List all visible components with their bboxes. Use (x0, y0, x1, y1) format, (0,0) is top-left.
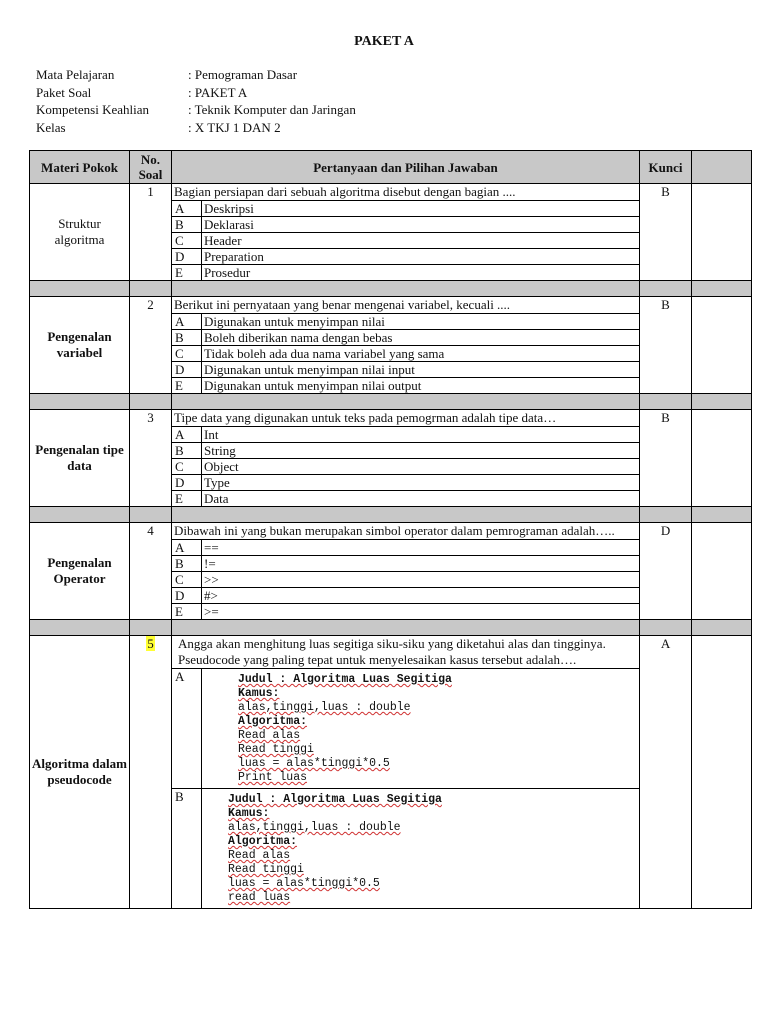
question-text: Dibawah ini yang bukan merupakan simbol operator dalam pemrograman adalah….. (172, 523, 640, 540)
page-title: PAKET A (354, 34, 414, 49)
question-text: Angga akan menghitung luas segitiga siku-siku yang diketahui alas dan tingginya. Pseudocode yang paling tepat untuk menyelesaikan kasus tersebut adalah…. (172, 636, 640, 669)
info-value: : X TKJ 1 DAN 2 (188, 119, 281, 135)
blank-cell (692, 410, 752, 507)
option-letter: B (172, 443, 202, 459)
option-letter: C (172, 572, 202, 588)
code-line: Judul : Algoritma Luas Segitiga (228, 793, 442, 806)
blank-cell (692, 636, 752, 909)
option-text: Deklarasi (202, 217, 640, 233)
question-row (30, 636, 752, 669)
option-letter: D (172, 362, 202, 378)
separator-cell (30, 620, 130, 636)
question-number (130, 410, 172, 507)
code-line: Read tinggi (238, 743, 314, 756)
separator-cell (172, 394, 640, 410)
separator-row (30, 394, 752, 410)
code-line: alas,tinggi,luas : double (228, 821, 401, 834)
option-letter: C (172, 459, 202, 475)
code-line: Print luas (238, 771, 308, 784)
separator-cell (640, 281, 692, 297)
header-pertanyaan: Pertanyaan dan Pilihan Jawaban (172, 151, 640, 184)
code-line: Kamus: (238, 687, 280, 700)
option-letter: A (172, 314, 202, 330)
blank-cell (692, 184, 752, 281)
separator-cell (640, 620, 692, 636)
option-letter: A (172, 540, 202, 556)
separator-row (30, 620, 752, 636)
option-text: String (202, 443, 640, 459)
separator-cell (130, 281, 172, 297)
question-text: Bagian persiapan dari sebuah algoritma disebut dengan bagian .... (172, 184, 640, 201)
option-text: Type (202, 475, 640, 491)
code-line: Read tinggi (228, 863, 304, 876)
option-text: Int (202, 427, 640, 443)
option-text: Digunakan untuk menyimpan nilai output (202, 378, 640, 394)
header-materi: Materi Pokok (30, 151, 130, 184)
option-letter: E (172, 491, 202, 507)
option-letter: B (172, 217, 202, 233)
separator-row (30, 281, 752, 297)
topic-cell: Pengenalan tipe data (30, 410, 130, 507)
option-text: Prosedur (202, 265, 640, 281)
option-letter: A (172, 427, 202, 443)
option-letter: D (172, 249, 202, 265)
option-text: == (202, 540, 640, 556)
code-line: read luas (228, 891, 291, 904)
separator-cell (172, 507, 640, 523)
question-number (130, 297, 172, 394)
option-letter: A (172, 669, 202, 789)
option-letter: D (172, 475, 202, 491)
info-value: : Pemograman Dasar (188, 67, 298, 82)
code-line: luas = alas*tinggi*0.5 (238, 757, 390, 770)
info-row (36, 101, 356, 119)
separator-cell (692, 507, 752, 523)
separator-cell (692, 620, 752, 636)
blank-cell (692, 523, 752, 620)
info-row (36, 84, 356, 102)
question-row (30, 297, 752, 314)
info-row (36, 119, 356, 137)
info-row (36, 66, 356, 84)
question-number-text: 5 (147, 636, 154, 651)
separator-cell (130, 394, 172, 410)
option-letter: B (172, 789, 202, 909)
pseudocode-block (228, 793, 639, 905)
topic-cell: Struktur algoritma (30, 184, 130, 281)
option-text: Boleh diberikan nama dengan bebas (202, 330, 640, 346)
answer-key: B (640, 297, 692, 394)
option-text: Data (202, 491, 640, 507)
question-number (130, 184, 172, 281)
separator-cell (30, 281, 130, 297)
separator-cell (692, 281, 752, 297)
option-text: >> (202, 572, 640, 588)
question-number-text: 4 (147, 523, 154, 538)
info-value: : Teknik Komputer dan Jaringan (188, 102, 356, 117)
option-text: Deskripsi (202, 201, 640, 217)
code-line: Kamus: (228, 807, 270, 820)
answer-key: B (640, 410, 692, 507)
topic-cell: Algoritma dalam pseudocode (30, 636, 130, 909)
separator-cell (640, 394, 692, 410)
option-text: Header (202, 233, 640, 249)
blank-cell (692, 297, 752, 394)
separator-cell (130, 620, 172, 636)
option-text: != (202, 556, 640, 572)
option-letter: B (172, 330, 202, 346)
option-code-cell (202, 789, 640, 909)
code-line: Algoritma: (238, 715, 308, 728)
code-line: Judul : Algoritma Luas Segitiga (238, 673, 452, 686)
separator-cell (172, 281, 640, 297)
option-letter: A (172, 201, 202, 217)
option-letter: C (172, 346, 202, 362)
header-no: No. Soal (130, 151, 172, 184)
info-label: Paket Soal (36, 84, 92, 100)
code-line: alas,tinggi,luas : double (238, 701, 411, 714)
separator-cell (30, 394, 130, 410)
question-text: Tipe data yang digunakan untuk teks pada pemogrman adalah tipe data… (172, 410, 640, 427)
option-letter: E (172, 378, 202, 394)
question-table (29, 150, 752, 909)
option-text: Object (202, 459, 640, 475)
code-line: luas = alas*tinggi*0.5 (228, 877, 380, 890)
separator-cell (30, 507, 130, 523)
question-row (30, 184, 752, 201)
option-letter: B (172, 556, 202, 572)
option-text: Preparation (202, 249, 640, 265)
option-text: >= (202, 604, 640, 620)
code-line: Read alas (238, 729, 301, 742)
topic-cell: Pengenalan variabel (30, 297, 130, 394)
option-text: Tidak boleh ada dua nama variabel yang sama (202, 346, 640, 362)
exam-info (36, 66, 356, 136)
separator-cell (172, 620, 640, 636)
info-label: Kompetensi Keahlian (36, 102, 149, 117)
option-letter: E (172, 265, 202, 281)
answer-key: A (640, 636, 692, 909)
question-number-text: 3 (147, 410, 154, 425)
option-code-cell (202, 669, 640, 789)
separator-cell (640, 507, 692, 523)
header-blank (692, 151, 752, 184)
question-row (30, 523, 752, 540)
option-text: Digunakan untuk menyimpan nilai input (202, 362, 640, 378)
option-letter: E (172, 604, 202, 620)
info-value: : PAKET A (188, 84, 248, 100)
option-letter: D (172, 588, 202, 604)
separator-cell (692, 394, 752, 410)
option-letter: C (172, 233, 202, 249)
code-line: Read alas (228, 849, 291, 862)
question-text: Berikut ini pernyataan yang benar mengenai variabel, kecuali .... (172, 297, 640, 314)
question-row (30, 410, 752, 427)
header-kunci: Kunci (640, 151, 692, 184)
answer-key: B (640, 184, 692, 281)
question-number (130, 523, 172, 620)
code-line: Algoritma: (228, 835, 298, 848)
topic-cell: Pengenalan Operator (30, 523, 130, 620)
question-number-text: 2 (147, 297, 154, 312)
answer-key: D (640, 523, 692, 620)
table-header-row (30, 151, 752, 184)
info-label: Mata Pelajaran (36, 67, 115, 82)
question-number-text: 1 (147, 184, 154, 199)
info-label: Kelas (36, 119, 66, 135)
option-text: #> (202, 588, 640, 604)
pseudocode-block (238, 673, 639, 785)
separator-cell (130, 507, 172, 523)
question-number (130, 636, 172, 909)
option-text: Digunakan untuk menyimpan nilai (202, 314, 640, 330)
separator-row (30, 507, 752, 523)
